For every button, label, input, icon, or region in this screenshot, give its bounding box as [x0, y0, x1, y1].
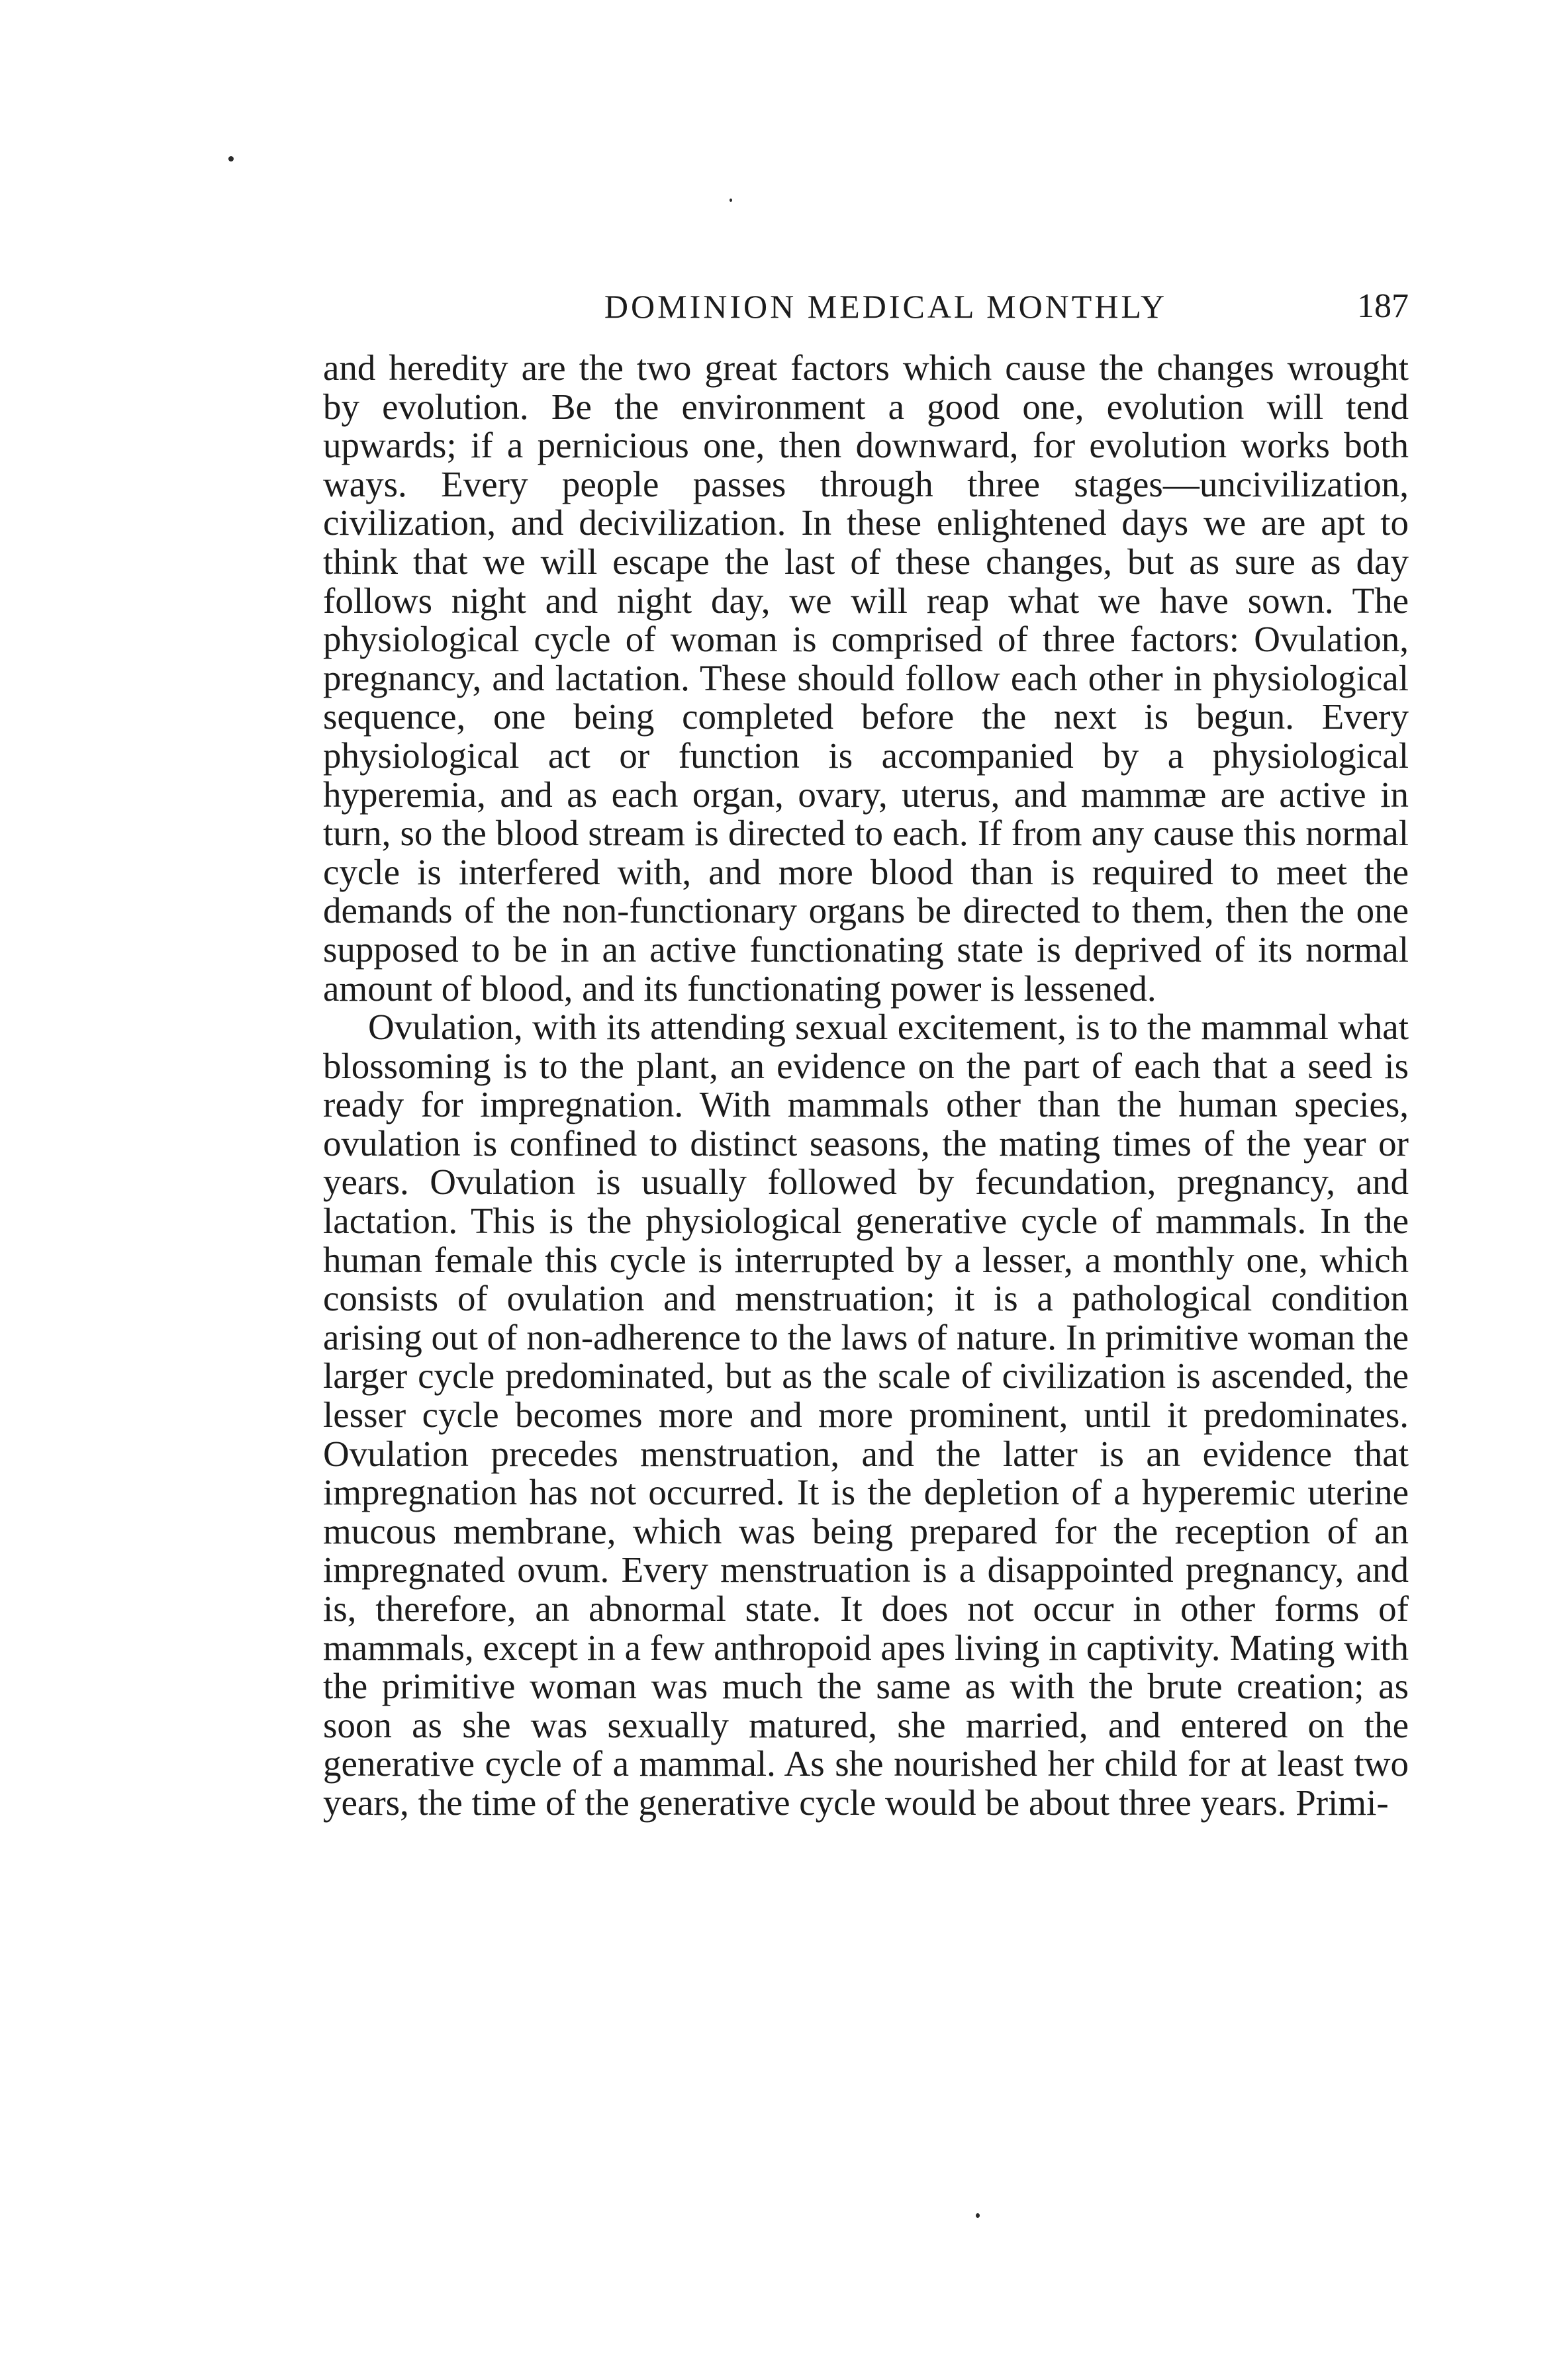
article-body: [323, 349, 1409, 1823]
ink-speck: [730, 199, 732, 202]
page-number: 187: [1357, 287, 1409, 325]
page-header: [323, 283, 1409, 330]
paragraph: Ovulation, with its attending sexual excitement, is to the mammal what blossoming is to the plant, an evidence on the part of each that a seed is ready for impregnation. With mammals other than the human species, ovulation is confined to distinct seasons, the mating times of the year or years. Ovulation is usually followed by fecundation, pregnancy, and lactation. This is the physiological generative cycle of mammals. In the human female this cycle is interrupted by a lesser, a monthly one, which consists of ovulation and menstruation; it is a pathological condition arising out of non-adherence to the laws of nature. In primitive woman the larger cycle predominated, but as the scale of civilization is ascended, the lesser cycle becomes more and more prominent, until it predominates. Ovulation precedes menstruation, and the latter is an evidence that impregnation has not occurred. It is the depletion of a hyperemic uterine mucous membrane, which was being prepared for the reception of an impregnated ovum. Every menstruation is a disappointed pregnancy, and is, therefore, an abnormal state. It does not occur in other forms of mammals, except in a few anthropoid apes living in captivity. Mating with the primitive woman was much the same as with the brute creation; as soon as she was sexually matured, she married, and entered on the generative cycle of a mammal. As she nourished her child for at least two years, the time of the generative cycle would be about three years. Primi-: [323, 1007, 1409, 1823]
ink-speck: [976, 2213, 980, 2218]
ink-speck: [228, 156, 234, 161]
running-head: DOMINION MEDICAL MONTHLY: [604, 288, 1168, 325]
paragraph: and heredity are the two great factors which cause the changes wrought by evolution. Be the environment a good one, evolution will tend upwards; if a pernicious one, then downward, for evolution works both ways. Every people passes through three stages—uncivilization, civilization, and decivilization. In these enlightened days we are apt to think that we will escape the last of these changes, but as sure as day follows night and night day, we will reap what we have sown. The physiological cycle of woman is comprised of three factors: Ovulation, pregnancy, and lactation. These should follow each other in physiological sequence, one being completed before the next is begun. Every physiological act or function is accompanied by a physiological hyperemia, and as each organ, ovary, uterus, and mammæ are active in turn, so the blood stream is directed to each. If from any cause this normal cycle is interfered with, and more blood than is required to meet the demands of the non-functionary organs be directed to them, then the one supposed to be in an active functionating state is deprived of its normal amount of blood, and its functionating power is lessened.: [323, 347, 1409, 1009]
